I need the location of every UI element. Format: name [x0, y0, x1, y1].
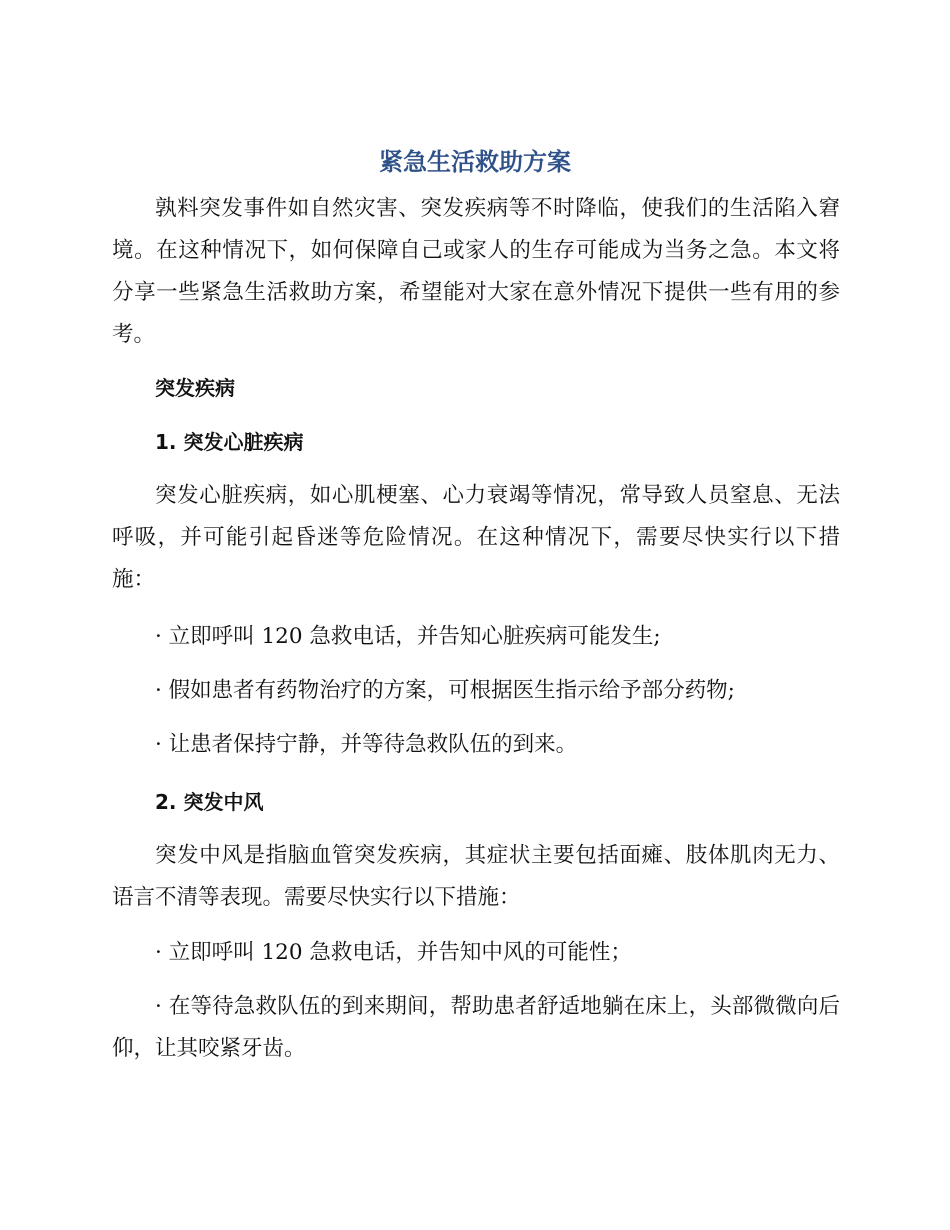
document-title: 紧急生活救助方案: [379, 148, 571, 176]
bullet-item: · 在等待急救队伍的到来期间，帮助患者舒适地躺在床上，头部微微向后仰，让其咬紧牙齿。: [112, 994, 840, 1061]
subsection-body-heart: 突发心脏疾病，如心肌梗塞、心力衰竭等情况，常导致人员窒息、无法呼吸，并可能引起昏迷等危险情况。在这种情况下，需要尽快实行以下措施：: [112, 483, 840, 592]
bullet-item: · 假如患者有药物治疗的方案，可根据医生指示给予部分药物;: [155, 678, 735, 703]
bullet-item: · 立即呼叫 120 急救电话，并告知心脏疾病可能发生;: [155, 624, 661, 649]
subsection-heading-stroke: 2. 突发中风: [155, 790, 264, 814]
subsection-heading-heart: 1. 突发心脏疾病: [155, 430, 304, 454]
bullet-item: · 让患者保持宁静，并等待急救队伍的到来。: [155, 732, 578, 757]
intro-paragraph: 孰料突发事件如自然灾害、突发疾病等不时降临，使我们的生活陷入窘境。在这种情况下，如何保障自己或家人的生存可能成为当务之急。本文将分享一些紧急生活救助方案，希望能对大家在意外情况下提供一些有用的参考。: [112, 196, 840, 347]
subsection-body-stroke: 突发中风是指脑血管突发疾病，其症状主要包括面瘫、肢体肌肉无力、语言不清等表现。需要尽快实行以下措施：: [112, 843, 840, 910]
bullet-item: · 立即呼叫 120 急救电话，并告知中风的可能性；: [155, 940, 632, 965]
section-heading: 突发疾病: [155, 376, 235, 400]
